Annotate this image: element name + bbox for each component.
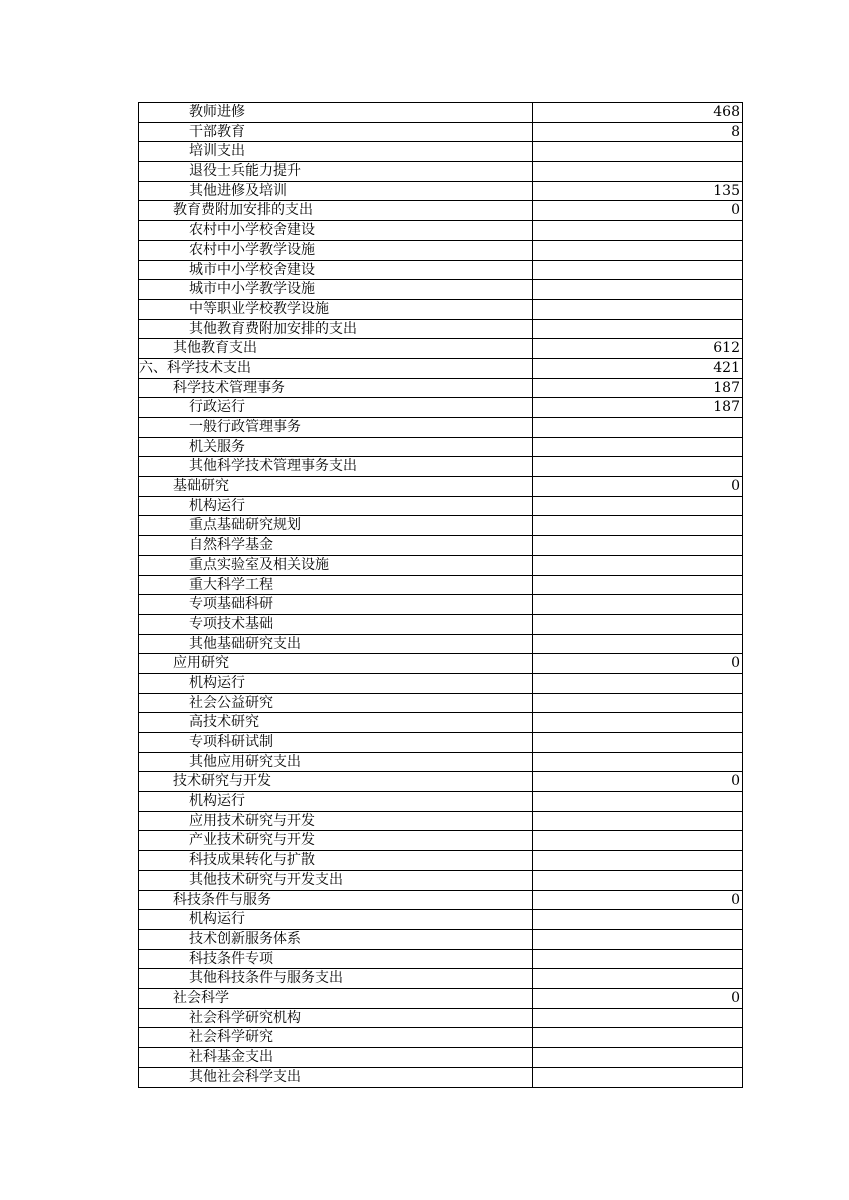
item-name-cell: 社会科学研究	[139, 1028, 533, 1047]
item-value-cell	[533, 950, 742, 969]
item-name-cell: 城市中小学校舍建设	[139, 261, 533, 280]
item-value-cell	[533, 556, 742, 575]
item-name-cell: 干部教育	[139, 123, 533, 142]
item-name-cell: 应用技术研究与开发	[139, 812, 533, 831]
item-name-cell: 农村中小学校舍建设	[139, 221, 533, 240]
item-name-cell: 退役士兵能力提升	[139, 162, 533, 181]
item-name-cell: 应用研究	[139, 654, 533, 673]
item-name-cell: 六、科学技术支出	[139, 359, 533, 378]
item-value-cell	[533, 713, 742, 732]
table-row	[139, 103, 742, 123]
item-value-cell	[533, 674, 742, 693]
item-name-cell: 其他进修及培训	[139, 182, 533, 201]
table-row	[139, 1028, 742, 1048]
item-value-cell	[533, 930, 742, 949]
table-row	[139, 182, 742, 202]
item-name-cell: 机构运行	[139, 910, 533, 929]
item-name-cell: 其他教育支出	[139, 339, 533, 358]
item-value-cell	[533, 694, 742, 713]
table-row	[139, 654, 742, 674]
table-row	[139, 201, 742, 221]
item-value-cell	[533, 812, 742, 831]
table-row	[139, 871, 742, 891]
item-name-cell: 社会公益研究	[139, 694, 533, 713]
table-row	[139, 261, 742, 281]
item-name-cell: 其他应用研究支出	[139, 753, 533, 772]
table-row	[139, 516, 742, 536]
table-row	[139, 950, 742, 970]
item-name-cell: 科技成果转化与扩散	[139, 851, 533, 870]
item-value-cell	[533, 516, 742, 535]
item-value-cell	[533, 320, 742, 339]
item-name-cell: 中等职业学校教学设施	[139, 300, 533, 319]
item-value-cell	[533, 910, 742, 929]
item-value-cell: 187	[713, 379, 740, 396]
item-value-cell: 187	[713, 399, 740, 416]
item-name-cell: 自然科学基金	[139, 536, 533, 555]
table-row	[139, 221, 742, 241]
item-value-cell: 8	[731, 123, 740, 140]
item-name-cell: 其他社会科学支出	[139, 1068, 533, 1088]
item-value-cell	[533, 831, 742, 850]
item-name-cell: 教育费附加安排的支出	[139, 201, 533, 220]
item-value-cell: 612	[713, 340, 740, 357]
item-value-cell	[533, 280, 742, 299]
item-value-cell	[533, 162, 742, 181]
item-name-cell: 基础研究	[139, 477, 533, 496]
table-row	[139, 438, 742, 458]
table-row	[139, 418, 742, 438]
item-name-cell: 社会科学研究机构	[139, 1009, 533, 1028]
item-name-cell: 专项科研试制	[139, 733, 533, 752]
item-value-cell	[533, 871, 742, 890]
table-row	[139, 497, 742, 517]
item-value-cell: 421	[713, 359, 740, 376]
table-row	[139, 891, 742, 911]
table-row	[139, 300, 742, 320]
item-value-cell	[533, 241, 742, 260]
item-name-cell: 机关服务	[139, 438, 533, 457]
item-value-cell	[533, 733, 742, 752]
item-name-cell: 专项基础科研	[139, 595, 533, 614]
table-row	[139, 930, 742, 950]
item-name-cell: 城市中小学教学设施	[139, 280, 533, 299]
table-row	[139, 398, 742, 418]
item-value-cell: 135	[713, 182, 740, 199]
table-row	[139, 851, 742, 871]
item-name-cell: 其他基础研究支出	[139, 635, 533, 654]
table-row	[139, 241, 742, 261]
item-value-cell	[533, 261, 742, 280]
item-name-cell: 社会科学	[139, 989, 533, 1008]
item-value-cell: 468	[713, 104, 740, 120]
item-value-cell: 0	[731, 478, 740, 495]
table-row	[139, 615, 742, 635]
item-value-cell	[533, 635, 742, 654]
table-row	[139, 812, 742, 832]
table-row	[139, 359, 742, 379]
table-row	[139, 339, 742, 359]
item-name-cell: 其他技术研究与开发支出	[139, 871, 533, 890]
item-name-cell: 专项技术基础	[139, 615, 533, 634]
item-name-cell: 其他科学技术管理事务支出	[139, 457, 533, 476]
item-value-cell: 0	[731, 202, 740, 219]
item-name-cell: 社科基金支出	[139, 1048, 533, 1067]
table-row	[139, 753, 742, 773]
table-row	[139, 595, 742, 615]
item-name-cell: 重点基础研究规划	[139, 516, 533, 535]
table-row	[139, 457, 742, 477]
item-name-cell: 重点实验室及相关设施	[139, 556, 533, 575]
item-name-cell: 机构运行	[139, 497, 533, 516]
item-name-cell: 其他教育费附加安排的支出	[139, 320, 533, 339]
table-row	[139, 1009, 742, 1029]
table-row	[139, 635, 742, 655]
table-row	[139, 694, 742, 714]
item-name-cell: 培训支出	[139, 142, 533, 161]
item-value-cell	[533, 1048, 742, 1067]
item-value-cell	[533, 221, 742, 240]
table-row	[139, 792, 742, 812]
table-row	[139, 142, 742, 162]
table-row	[139, 536, 742, 556]
item-name-cell: 其他科技条件与服务支出	[139, 969, 533, 988]
table-row	[139, 910, 742, 930]
table-row	[139, 989, 742, 1009]
item-name-cell: 科技条件专项	[139, 950, 533, 969]
table-row	[139, 162, 742, 182]
item-value-cell	[533, 457, 742, 476]
item-name-cell: 高技术研究	[139, 713, 533, 732]
item-value-cell	[533, 497, 742, 516]
item-value-cell	[533, 595, 742, 614]
table-row	[139, 969, 742, 989]
item-value-cell	[533, 792, 742, 811]
item-name-cell: 农村中小学教学设施	[139, 241, 533, 260]
item-value-cell	[533, 1028, 742, 1047]
item-value-cell	[533, 536, 742, 555]
item-name-cell: 科学技术管理事务	[139, 379, 533, 398]
table-row	[139, 1048, 742, 1068]
item-name-cell: 技术研究与开发	[139, 772, 533, 791]
item-value-cell	[533, 300, 742, 319]
table-row	[139, 576, 742, 596]
item-value-cell	[533, 851, 742, 870]
item-value-cell	[533, 1068, 742, 1088]
item-value-cell: 0	[731, 655, 740, 672]
item-name-cell: 机构运行	[139, 792, 533, 811]
item-value-cell	[533, 142, 742, 161]
item-value-cell	[533, 1009, 742, 1028]
item-value-cell: 0	[731, 989, 740, 1006]
item-name-cell: 一般行政管理事务	[139, 418, 533, 437]
table-row	[139, 713, 742, 733]
table-row	[139, 556, 742, 576]
item-value-cell: 0	[731, 773, 740, 790]
item-value-cell	[533, 576, 742, 595]
table-row	[139, 1068, 742, 1088]
table-row	[139, 674, 742, 694]
item-value-cell: 0	[731, 891, 740, 908]
item-name-cell: 重大科学工程	[139, 576, 533, 595]
item-name-cell: 教师进修	[139, 103, 533, 122]
item-value-cell	[533, 438, 742, 457]
item-name-cell: 技术创新服务体系	[139, 930, 533, 949]
item-name-cell: 产业技术研究与开发	[139, 831, 533, 850]
item-name-cell: 科技条件与服务	[139, 891, 533, 910]
table-row	[139, 280, 742, 300]
item-value-cell	[533, 753, 742, 772]
table-row	[139, 379, 742, 399]
table-row	[139, 831, 742, 851]
item-value-cell	[533, 418, 742, 437]
budget-table	[138, 102, 743, 1088]
table-row	[139, 477, 742, 497]
item-value-cell	[533, 969, 742, 988]
item-name-cell: 行政运行	[139, 398, 533, 417]
item-name-cell: 机构运行	[139, 674, 533, 693]
table-row	[139, 320, 742, 340]
table-row	[139, 733, 742, 753]
table-row	[139, 772, 742, 792]
item-value-cell	[533, 615, 742, 634]
table-row	[139, 123, 742, 143]
